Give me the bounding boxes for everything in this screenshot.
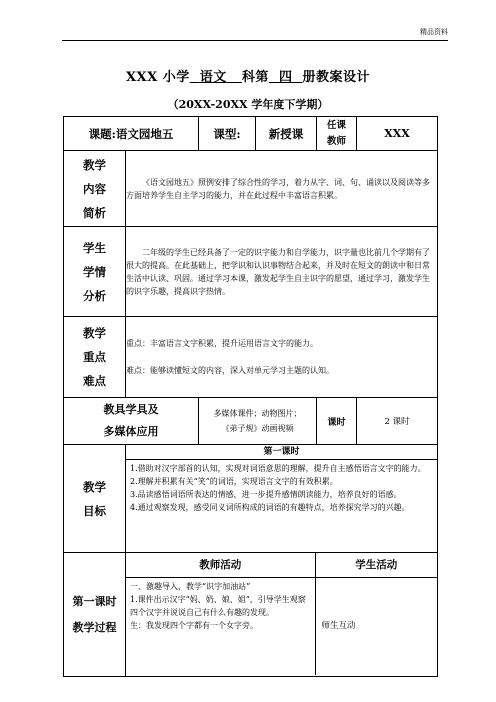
key-point: 重点：丰富语言文字积累，提升运用语言文字的能力。 [126, 339, 318, 348]
title-middle: 科第 [241, 70, 269, 85]
tools-text: 多媒体课件；动物图片； 《弟子规》动画视频 [199, 398, 317, 445]
student-activity-text: 师生互动 [321, 620, 356, 631]
corner-note: 精品资料 [420, 28, 448, 36]
process-label: 第一课时 教学过程 [64, 553, 126, 677]
goal-item: 2.理解并积累有关“笑”的词语，实现语言文字的有效积累。 [130, 477, 338, 486]
topic-label: 课题: [88, 126, 116, 141]
goals-list [126, 460, 437, 516]
page-title [0, 66, 496, 85]
goals-section-title: 第一课时 [126, 445, 437, 460]
process-cell [126, 553, 438, 677]
goals-label: 教学 目标 [64, 445, 126, 553]
title-suffix: 册教案设计 [302, 70, 371, 85]
goals-cell [126, 445, 438, 553]
students-label: 学生 学情 分析 [64, 227, 126, 317]
process-row [64, 553, 438, 677]
topic-value: 语文园地五 [115, 126, 174, 141]
goals-row [64, 445, 438, 553]
content-label: 教学 内容 简析 [64, 151, 126, 227]
difficult-point: 难点：能够读懂短文的内容，深入对单元学习主题的认知。 [126, 366, 334, 375]
focus-text [126, 317, 438, 398]
students-text: 二年级的学生已经具备了一定的识字能力和自学能力，识字量也比前几个学期有了很大的提高。在此基础上，把学识和认识事物结合起来，并及时在短文的朗读中和日常生活中认读、巩固。通过学习本课，激发起学生自主识字的愿望，通过学习，激发学生的识字乐趣，提高识字热情。 [126, 227, 438, 317]
hours-label: 课时 [317, 398, 357, 445]
focus-row [64, 317, 438, 398]
header-rule [62, 40, 448, 41]
content-text: 《语文园地五》照例安排了综合性的学习，着力从字、词、句、诵读以及阅读等多方面培养学生自主学习的能力，并在此过程中丰富语言积累。 [126, 151, 438, 227]
tools-label: 教具学具及 多媒体应用 [64, 398, 199, 445]
lesson-plan-table [63, 116, 438, 677]
teacher-activity-header: 教师活动 [126, 553, 315, 577]
goal-item: 3.品读感悟词语所表达的情感，进一步提升感情朗读能力，培养良好的语感。 [130, 490, 402, 499]
tools-row [64, 398, 438, 445]
teacher-value: XXX [357, 117, 438, 151]
student-activity-header: 学生活动 [315, 553, 437, 577]
content-row [64, 151, 438, 227]
focus-label: 教学 重点 难点 [64, 317, 126, 398]
teacher-activity-text: 一、激趣导入，教学“识字加油站” 1.课件出示汉字“妈、奶、娘、姐”，引导学生观察四个汉字并说说自己有什么有趣的发现。 生：我发现四个字都有一个女字旁。 [126, 577, 315, 675]
title-prefix: XXX 小学 [125, 70, 190, 85]
type-value: 新授课 [256, 117, 317, 151]
topic-cell [64, 117, 199, 151]
hours-value: 2 课时 [357, 398, 438, 445]
page-subtitle: （20XX-20XX 学年度下学期） [167, 98, 329, 111]
title-volume: 四 [278, 70, 293, 85]
goal-item: 4.通过观察发现，感受同义词所构成的词语的有趣特点，培养探究学习的兴趣。 [130, 503, 410, 512]
students-row [64, 227, 438, 317]
goal-item: 1.借助对汉字部首的认知，实现对词语意思的理解，提升自主感悟语言文字的能力。 [130, 464, 426, 473]
teacher-label: 任课 教师 [317, 117, 357, 151]
type-label: 课型: [199, 117, 256, 151]
title-subject: 语文 [199, 70, 227, 85]
process-table [126, 553, 437, 675]
header-row [64, 117, 438, 151]
